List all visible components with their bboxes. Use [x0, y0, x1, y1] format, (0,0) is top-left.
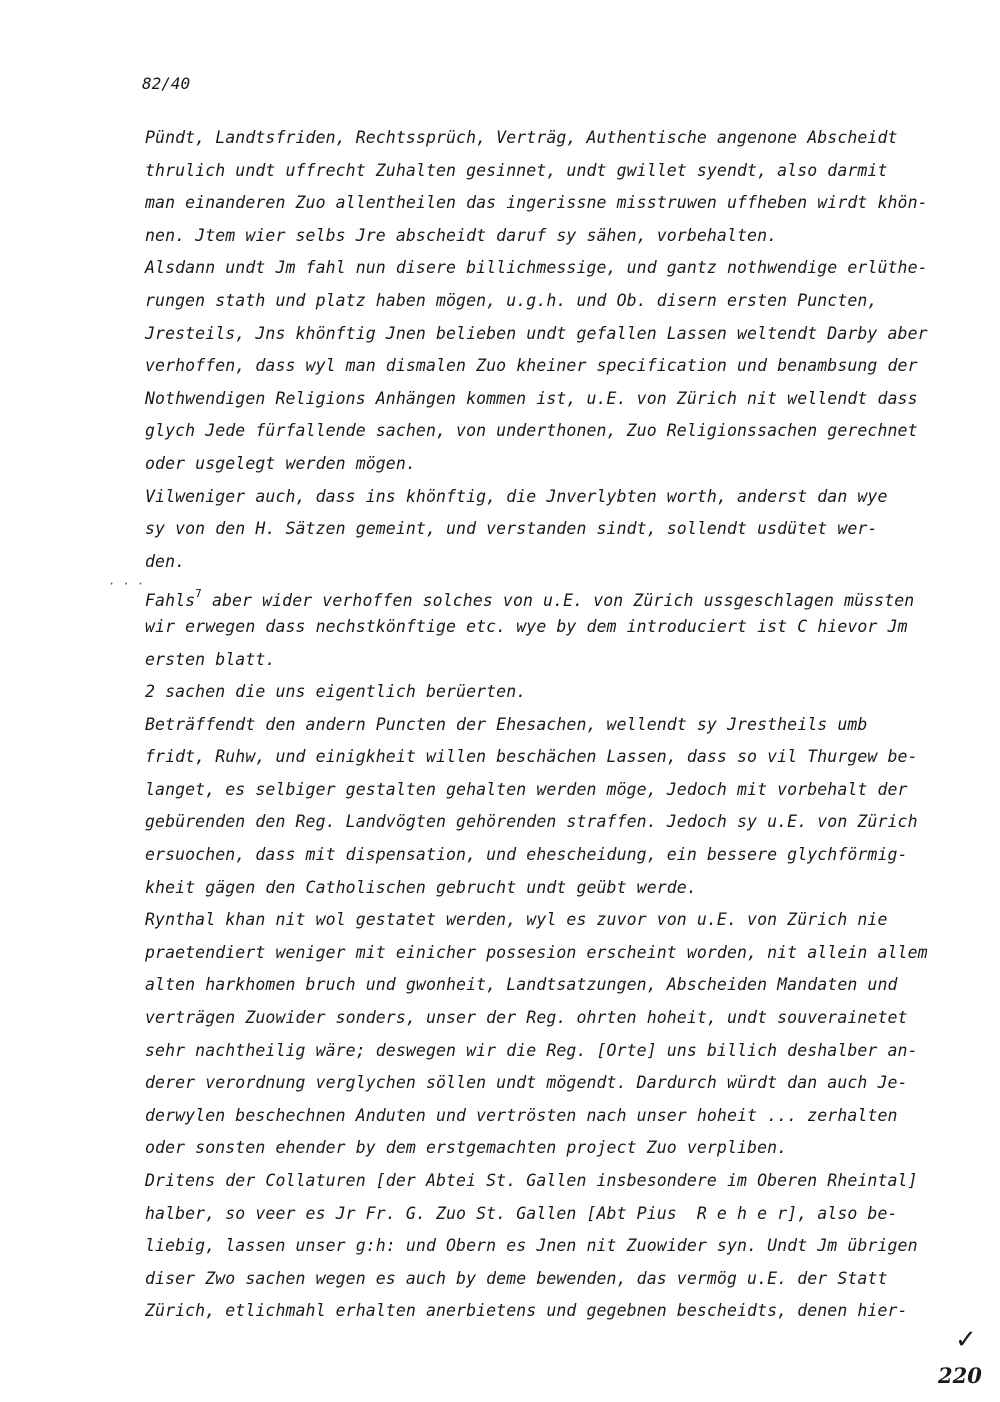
footnote-marker: 7 — [195, 587, 202, 601]
text-line: rungen stath und platz haben mögen, u.g.h. und Ob. disern ersten Puncten, — [145, 290, 878, 310]
text-line: verhoffen, dass wyl man dismalen Zuo kheiner specification und benambsung der — [145, 356, 918, 376]
text-line: kheit gägen den Catholischen gebrucht undt geübt werde. — [145, 877, 697, 897]
text-line: oder usgelegt werden mögen. — [145, 453, 416, 473]
text-line-fahls — [145, 578, 945, 611]
text-line: Beträffendt den andern Puncten der Ehesachen, wellendt sy Jrestheils umb — [145, 714, 868, 734]
text-line: Zürich, etlichmahl erhalten anerbietens und gegebnen bescheidts, denen hier- — [145, 1301, 908, 1321]
text-line: Vilweniger auch, dass ins khönftig, die Jnverlybten worth, anderst dan wye — [145, 486, 888, 506]
text-line: alten harkhomen bruch und gwonheit, Landtsatzungen, Abscheiden Mandaten und — [145, 975, 898, 995]
text-line: Alsdann undt Jm fahl nun disere billichmessige, und gantz nothwendige erlüthe- — [145, 258, 928, 278]
text-line: ersuochen, dass mit dispensation, und ehescheidung, ein bessere glychförmig- — [145, 845, 908, 865]
text-line: den. — [145, 551, 186, 571]
text-line: wir erwegen dass nechstkönftige etc. wye by dem introduciert ist C hievor Jm — [145, 616, 908, 636]
text-line: oder sonsten ehender by dem erstgemachten project Zuo verpliben. — [145, 1138, 788, 1158]
fahls-word: Fahls — [145, 591, 196, 611]
text-line: man einanderen Zuo allentheilen das ingerissne misstruwen uffheben wirdt khön- — [145, 193, 928, 213]
text-line: liebig, lassen unser g:h: und Obern es Jnen nit Zuowider syn. Undt Jm übrigen — [145, 1236, 918, 1256]
text-line: derer verordnung verglychen söllen undt mögendt. Dardurch würdt dan auch Je- — [145, 1073, 908, 1093]
text-line: diser Zwo sachen wegen es auch by deme bewenden, das vermög u.E. der Statt — [145, 1268, 888, 1288]
text-line: Rynthal khan nit wol gestatet werden, wyl es zuvor von u.E. von Zürich nie — [145, 910, 888, 930]
text-line: langet, es selbiger gestalten gehalten werden möge, Jedoch mit vorbehalt der — [145, 779, 908, 799]
text-line: thrulich undt uffrecht Zuhalten gesinnet, undt gwillet syendt, also darmit — [145, 160, 888, 180]
text-line: sy von den H. Sätzen gemeint, und verstanden sindt, sollendt usdütet wer- — [145, 519, 878, 539]
margin-mark: · · · — [108, 577, 145, 591]
text-line: Jresteils, Jns khönftig Jnen belieben undt gefallen Lassen weltendt Darby aber — [145, 323, 928, 343]
text-line: glych Jede fürfallende sachen, von underthonen, Zuo Religionssachen gerechnet — [145, 421, 918, 441]
fahls-rest: aber wider verhoffen solches von u.E. von Zürich ussgeschlagen müssten — [201, 591, 915, 611]
text-line: derwylen beschechnen Anduten und vertrösten nach unser hoheit ... zerhalten — [145, 1105, 898, 1125]
text-line: Pündt, Landtsfriden, Rechtssprüch, Verträg, Authentische angenone Abscheidt — [145, 128, 898, 147]
text-line: verträgen Zuowider sonders, unser der Reg. ohrten hoheit, undt souverainetet — [145, 1008, 908, 1028]
section-heading: 2 sachen die uns eigentlich berüerten. — [145, 682, 527, 702]
text-line: ersten blatt. — [145, 649, 276, 669]
text-line: halber, so veer es Jr Fr. G. Zuo St. Gallen [Abt Pius R e h e r], also be- — [145, 1203, 898, 1223]
text-line: Nothwendigen Religions Anhängen kommen ist, u.E. von Zürich nit wellendt dass — [145, 388, 918, 408]
text-line: sehr nachtheilig wäre; deswegen wir die Reg. [Orte] uns billich deshalber an- — [145, 1040, 918, 1060]
text-line: nen. Jtem wier selbs Jre abscheidt daruf sy sähen, vorbehalten. — [145, 225, 778, 245]
text-line: praetendiert weniger mit einicher possesion erscheint worden, nit allein allem — [145, 942, 928, 962]
document-body — [145, 122, 945, 1328]
text-line: gebürenden den Reg. Landvögten gehörenden straffen. Jedoch sy u.E. von Zürich — [145, 812, 918, 832]
text-line: fridt, Ruhw, und einigkheit willen beschächen Lassen, dass so vil Thurgew be- — [145, 747, 918, 767]
text-line: Dritens der Collaturen [der Abtei St. Gallen insbesondere im Oberen Rheintal] — [145, 1171, 918, 1190]
check-mark-icon: ✓ — [955, 1325, 977, 1355]
page-reference: 82/40 — [142, 74, 191, 93]
folio-number: 220 — [938, 1363, 982, 1388]
